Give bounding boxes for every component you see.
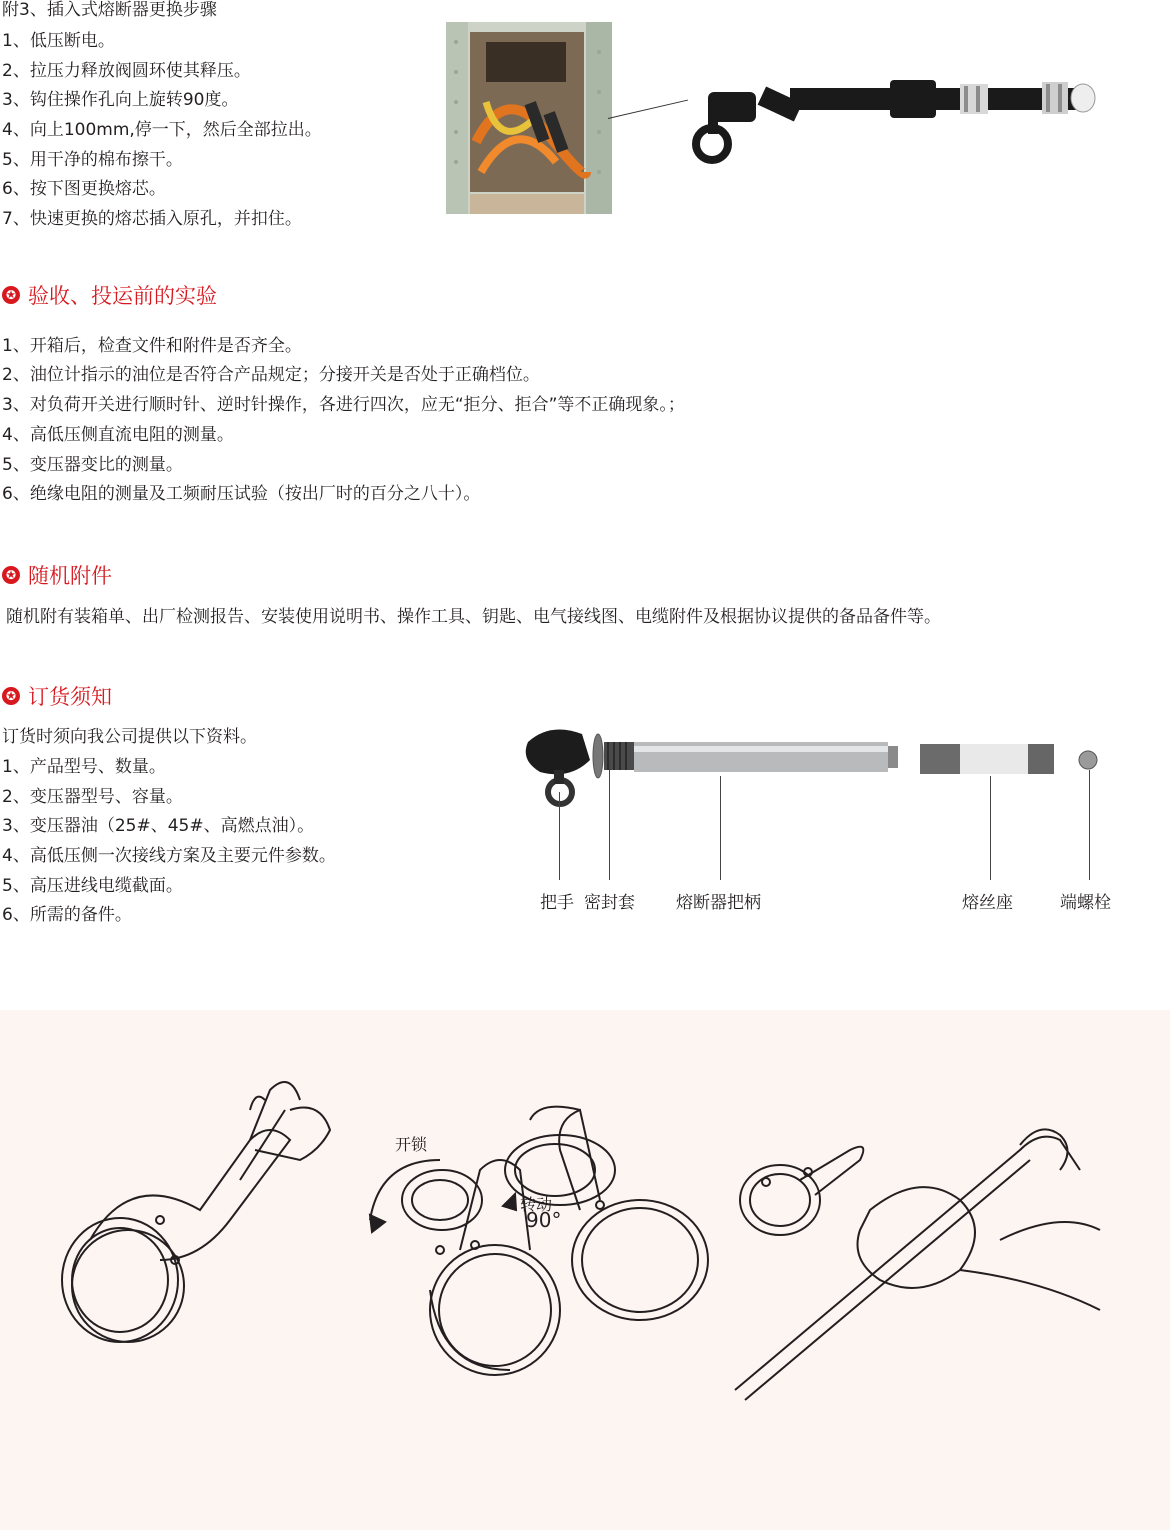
red-star-icon: ✪ [2,286,20,304]
acceptance-item: 3、对负荷开关进行顺时针、逆时针操作，各进行四次，应无“拒分、拒合”等不正确现象。； [2,395,685,415]
part-label-fuse-holder: 熔断器把柄 [676,893,761,913]
handle-leader [559,792,560,880]
red-star-icon: ✪ [2,566,20,584]
fuse-steps-title: 附3、插入式熔断器更换步骤 [2,0,217,20]
acceptance-item: 5、变压器变比的测量。 [2,455,183,475]
fuse-parts-photo [510,720,1110,820]
ordering-heading: ✪ 订货须知 [2,682,112,710]
part-label-end-bolt: 端螺栓 [1060,893,1111,913]
acceptance-heading: ✪ 验收、投运前的实验 [2,281,217,309]
accessories-text: 随机附有装箱单、出厂检测报告、安装使用说明书、操作工具、钥匙、电气接线图、电缆附件及根据协议提供的备品备件等。 [6,607,941,627]
fuse-step-item: 2、拉压力释放阀圆环使其释压。 [2,61,251,81]
acceptance-item: 2、油位计指示的油位是否符合产品规定；分接开关是否处于正确档位。 [2,365,540,385]
ordering-item: 1、产品型号、数量。 [2,757,166,777]
ordering-item: 5、高压进线电缆截面。 [2,876,183,896]
ordering-item: 4、高低压侧一次接线方案及主要元件参数。 [2,846,336,866]
acceptance-item: 1、开箱后，检查文件和附件是否齐全。 [2,336,302,356]
fuse-step-item: 3、钩住操作孔向上旋转90度。 [2,90,239,110]
fuse-step-item: 1、低压断电。 [2,31,115,51]
acceptance-item: 4、高低压侧直流电阻的测量。 [2,425,234,445]
seal-leader [609,760,610,880]
bolt-leader [1089,770,1090,880]
part-label-handle: 把手 [540,893,574,913]
base-leader [990,776,991,880]
ordering-intro: 订货时须向我公司提供以下资料。 [2,727,257,747]
part-label-fuse-base: 熔丝座 [962,893,1013,913]
ordering-item: 6、所需的备件。 [2,905,132,925]
ordering-item: 3、变压器油（25#、45#、高燃点油）。 [2,816,315,836]
red-star-icon: ✪ [2,687,20,705]
step-illustration-4 [735,1129,1100,1400]
ordering-item: 2、变压器型号、容量。 [2,787,183,807]
rotate-degrees-label: 90° [526,1208,562,1232]
operation-illustration [0,1010,1170,1530]
fuse-step-item: 6、按下图更换熔芯。 [2,179,166,199]
photo-leader-line [608,100,688,119]
step-illustration-1 [62,1082,330,1342]
part-label-seal: 密封套 [584,893,635,913]
fuse-step-item: 4、向上100mm,停一下，然后全部拉出。 [2,120,322,140]
fuse-step-item: 7、快速更换的熔芯插入原孔，并扣住。 [2,209,302,229]
fuse-step-item: 5、用干净的棉布擦干。 [2,150,183,170]
rotate-label: 转动 [520,1195,553,1214]
acceptance-item: 6、绝缘电阻的测量及工频耐压试验（按出厂时的百分之八十）。 [2,484,481,504]
unlock-label: 开锁 [395,1135,428,1154]
holder-leader [720,776,721,880]
accessories-heading: ✪ 随机附件 [2,561,112,589]
fuse-assembly-photo [690,58,1100,168]
cabinet-photo [446,22,612,214]
